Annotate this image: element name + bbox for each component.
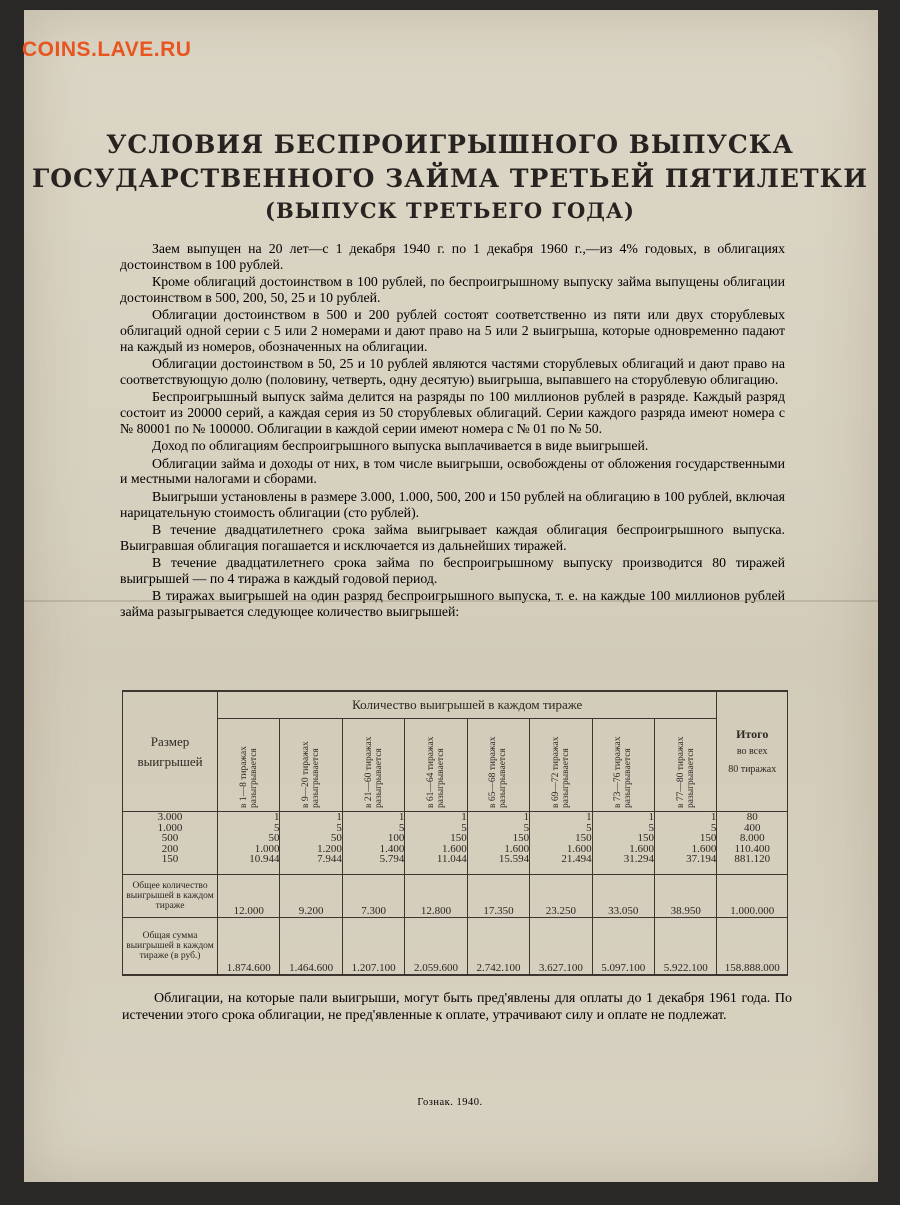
column-header bbox=[467, 719, 529, 812]
title-line-3: (ВЫПУСК ТРЕТЬЕГО ГОДА) bbox=[265, 198, 635, 223]
total-values: 80 400 8.000 110.400 881.120 bbox=[717, 812, 788, 875]
paragraph: В течение двадцатилетнего срока займа выигрывает каждая облигация беспроигрышного выпуска. Выигравшая облигация погашается и исключается из дальнейших тиражей. bbox=[120, 522, 785, 553]
sum-cell: 1.464.600 bbox=[280, 918, 342, 976]
count-cell: 23.250 bbox=[530, 875, 592, 918]
column-header-text: в 61—64 тиражах разыгрывается bbox=[426, 736, 447, 808]
paragraph: Заем выпущен на 20 лет—с 1 декабря 1940 г. по 1 декабря 1960 г.,—из 4% годовых, в облигациях достоинством в 100 рублей. bbox=[120, 241, 785, 272]
count-label: Общее количество выигрышей в каждом тираже bbox=[123, 875, 218, 918]
count-values: 1 5 150 1.600 37.194 bbox=[655, 812, 717, 875]
count-values: 1 5 50 1.200 7.944 bbox=[280, 812, 342, 875]
title-line-1: УСЛОВИЯ БЕСПРОИГРЫШНОГО ВЫПУСКА bbox=[106, 130, 794, 159]
paragraph: Облигации займа и доходы от них, в том числе выигрыши, освобождены от обложения государственными и местными налогами и сборами. bbox=[120, 455, 785, 487]
count-cell: 9.200 bbox=[280, 875, 342, 918]
paragraph: В течение двадцатилетнего срока займа по беспроигрышному выпуску производится 80 тиражей выигрышей — по 4 тиража в каждый годовой период. bbox=[120, 555, 785, 586]
table-row bbox=[123, 918, 788, 976]
column-header bbox=[218, 719, 280, 812]
count-values: 1 5 150 1.600 21.494 bbox=[530, 812, 592, 875]
column-header-text: в 21—60 тиражах разыгрывается bbox=[363, 736, 384, 808]
paragraph: Облигации достоинством в 50, 25 и 10 рублей являются частями сторублевых облигаций и дают право на соответствующую долю (половину, четверть, одну десятую) выигрыша, выпавшего на сторублевую облигацию. bbox=[120, 356, 785, 387]
count-values: 1 5 150 1.600 15.594 bbox=[467, 812, 529, 875]
sum-cell: 5.097.100 bbox=[592, 918, 654, 976]
column-header-text: в 73—76 тиражах разыгрывается bbox=[613, 736, 634, 808]
table-row bbox=[123, 875, 788, 918]
table-row bbox=[123, 812, 788, 875]
site-watermark: COINS.LAVE.RU bbox=[22, 38, 192, 61]
total-header bbox=[717, 691, 788, 812]
count-cell: 12.000 bbox=[218, 875, 280, 918]
count-values: 1 5 150 1.600 31.294 bbox=[592, 812, 654, 875]
column-header bbox=[530, 719, 592, 812]
winnings-table-wrap bbox=[122, 690, 788, 976]
size-values: 3.000 1.000 500 200 150 bbox=[123, 812, 218, 875]
total-header-line2: во всех bbox=[736, 745, 768, 757]
sum-cell: 3.627.100 bbox=[530, 918, 592, 976]
column-header-text: в 1—8 тиражах разыгрывается bbox=[238, 746, 259, 808]
paragraph: Беспроигрышный выпуск займа делится на разряды по 100 миллионов рублей в разряде. Каждый разряд состоит из 20000 серий, а каждая серия из 50 сторублевых облигаций. Серии каждого разряда имеют номера с № 80001 по № 100000. Облигации в каждой серии имеют номера с № 01 по № 50. bbox=[120, 389, 785, 436]
column-header bbox=[405, 719, 467, 812]
column-header bbox=[342, 719, 404, 812]
total-header-line3: 80 тиражах bbox=[728, 763, 777, 775]
count-cell: 38.950 bbox=[655, 875, 717, 918]
column-header bbox=[280, 719, 342, 812]
count-values: 1 5 100 1.400 5.794 bbox=[342, 812, 404, 875]
sum-cell: 5.922.100 bbox=[655, 918, 717, 976]
terms-text bbox=[120, 241, 785, 622]
count-values: 1 5 50 1.000 10.944 bbox=[218, 812, 280, 875]
column-header bbox=[655, 719, 717, 812]
title-line-2: ГОСУДАРСТВЕННОГО ЗАЙМА ТРЕТЬЕЙ ПЯТИЛЕТКИ bbox=[32, 164, 868, 193]
paragraph: В тиражах выигрышей на один разряд беспроигрышного выпуска, т. е. на каждые 100 миллионов рублей займа разыгрывается следующее количество выигрышей: bbox=[120, 588, 785, 620]
paragraph: Выигрыши установлены в размере 3.000, 1.000, 500, 200 и 150 рублей на облигацию в 100 рублей, включая нарицательную стоимость облигации (сто рублей). bbox=[120, 488, 785, 520]
count-cell: 12.800 bbox=[405, 875, 467, 918]
closing-paragraph: Облигации, на которые пали выигрыши, могут быть пред'явлены для оплаты до 1 декабря 1961 года. По истечении этого срока облигации, не пред'явленные к оплате, утрачивают силу и оплате не подлежат. bbox=[122, 991, 792, 1023]
count-cell: 7.300 bbox=[342, 875, 404, 918]
column-header-text: в 69—72 тиражах разыгрывается bbox=[550, 736, 571, 808]
count-values: 1 5 150 1.600 11.044 bbox=[405, 812, 467, 875]
paragraph: Облигации достоинством в 500 и 200 рублей состоят соответственно из пяти или двух сторублевых облигаций одной серии с 5 или 2 номерами и дают право на 5 или 2 выигрыша, которые одновременно падают на каждый из номеров, обозначенных на облигации. bbox=[120, 307, 785, 354]
count-cell: 17.350 bbox=[467, 875, 529, 918]
column-header-text: в 9—20 тиражах разыгрывается bbox=[301, 741, 322, 808]
sum-cell: 2.059.600 bbox=[405, 918, 467, 976]
group-header: Количество выигрышей в каждом тираже bbox=[218, 691, 717, 719]
column-header bbox=[592, 719, 654, 812]
sum-cell: 1.207.100 bbox=[342, 918, 404, 976]
count-cell: 33.050 bbox=[592, 875, 654, 918]
document-title bbox=[0, 128, 900, 226]
sum-label: Общая сумма выигрышей в каждом тираже (в руб.) bbox=[123, 918, 218, 976]
count-total: 1.000.000 bbox=[717, 875, 788, 918]
closing-text bbox=[122, 990, 792, 1024]
sum-total: 158.888.000 bbox=[717, 918, 788, 976]
column-header-text: в 77—80 тиражах разыгрывается bbox=[675, 736, 696, 808]
printer-imprint: Гознак. 1940. bbox=[417, 1097, 483, 1108]
paragraph: Кроме облигаций достоинством в 100 рублей, по беспроигрышному выпуску займа выпущены облигации достоинством в 500, 200, 50, 25 и 10 рублей. bbox=[120, 274, 785, 305]
column-header-text: в 65—68 тиражах разыгрывается bbox=[488, 736, 509, 808]
size-header: Размер выигрышей bbox=[123, 691, 218, 812]
total-header-line1: Итого bbox=[736, 726, 769, 741]
sum-cell: 2.742.100 bbox=[467, 918, 529, 976]
winnings-table bbox=[122, 690, 788, 976]
paragraph: Доход по облигациям беспроигрышного выпуска выплачивается в виде выигрышей. bbox=[152, 438, 649, 454]
sum-cell: 1.874.600 bbox=[218, 918, 280, 976]
